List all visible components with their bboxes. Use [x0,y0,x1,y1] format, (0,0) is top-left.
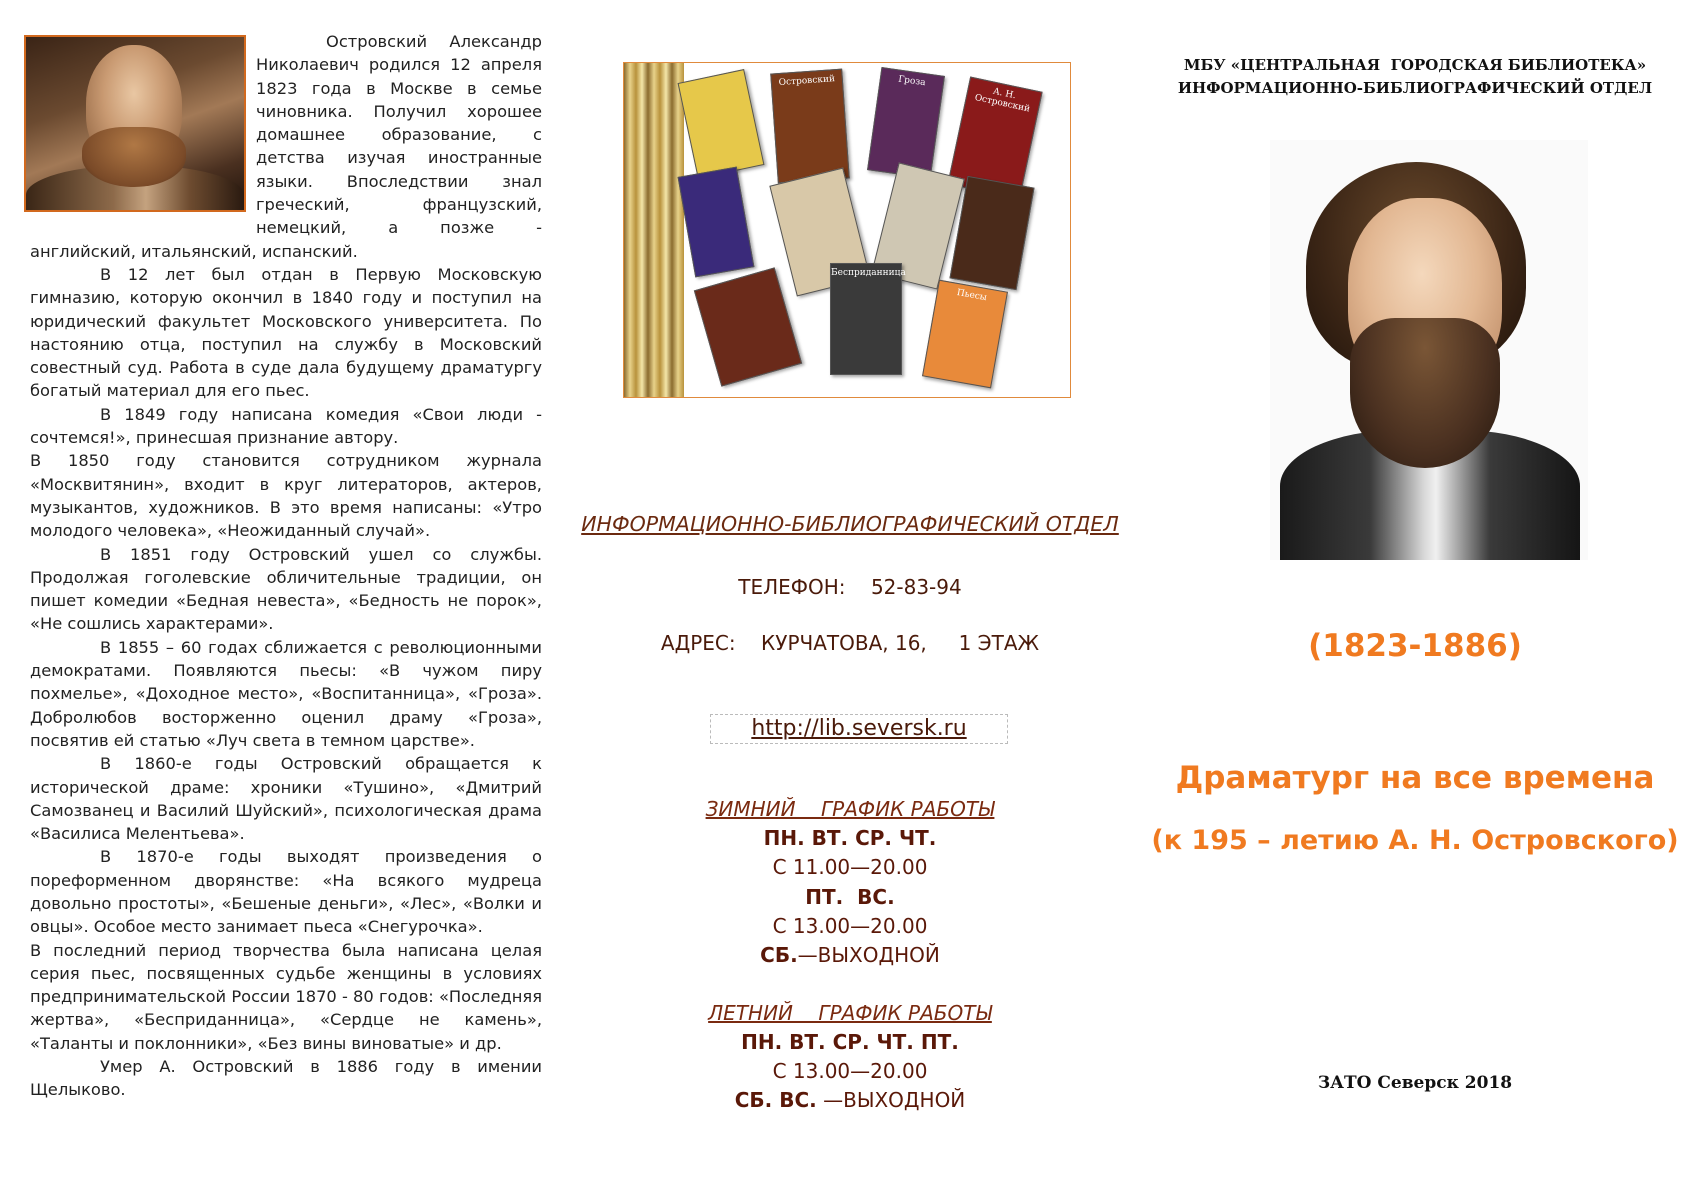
life-years: (1823-1886) [1308,628,1522,664]
biography-column [30,30,542,1102]
summer-day-off-text: —ВЫХОДНОЙ [816,1088,966,1112]
summer-weekdays: ПН. ВТ. СР. ЧТ. ПТ. [741,1030,959,1054]
bio-paragraph: В 12 лет был отдан в Первую Московскую гимназию, которую окончил в 1840 году и поступил на юридический факультет Московского университета. По настоянию отца, поступил на службу в Московский совестный суд. Работа в суде дала будущему драматургу богатый материал для его пьес. [30,264,542,401]
winter-day-off-text: —ВЫХОДНОЙ [797,943,940,967]
organization-name: МБУ «ЦЕНТРАЛЬНАЯ ГОРОДСКАЯ БИБЛИОТЕКА» [1183,56,1647,74]
winter-weekday-hours: С 11.00—20.00 [772,855,928,879]
book-cover [678,167,755,278]
winter-day-off [560,943,1140,967]
winter-schedule-title: ЗИМНИЙ ГРАФИК РАБОТЫ [705,797,995,821]
bio-paragraph: В 1870-е годы выходят произведения о пореформенном дворянстве: «На всякого мудреца довольно простоты», «Бешеные деньги», «Лес», «Волки и овцы». Особое место занимает пьеса «Снегурочка». [30,847,542,937]
ostrovsky-portrait-small [24,35,246,212]
book-cover: Островский [770,69,849,184]
footer-place-year: ЗАТО Северск 2018 [1317,1073,1513,1093]
brochure-title: Драматург на все времена [1175,760,1655,796]
book-cover [694,267,802,386]
bio-paragraph: В последний период творчества была написана целая серия пьес, посвященных судьбе женщины в условиях предпринимательской России 1870 - 80 годов: «Последняя жертва», «Бесприданница», «Сердце не камень», «Таланты и поклонники», «Без вины виноватые» и др. [30,940,542,1053]
phone-line: ТЕЛЕФОН: 52-83-94 [738,575,962,599]
curtain-decoration [624,63,684,397]
winter-weekdays: ПН. ВТ. СР. ЧТ. [763,826,937,850]
department-title: ИНФОРМАЦИОННО-БИБЛИОГРАФИЧЕСКИЙ ОТДЕЛ [581,512,1119,536]
bio-paragraph: Умер А. Островский в 1886 году в имении Щелыково. [30,1057,542,1100]
brochure-subtitle: (к 195 – летию А. Н. Островского) [1151,825,1679,856]
book-cover [678,69,765,179]
bio-paragraph: В 1860-е годы Островский обращается к исторической драме: хроники «Тушино», «Дмитрий Самозванец и Василий Шуйский», психологическая драма «Василиса Мелентьева». [30,754,542,844]
bio-paragraph: Островский Александр Николаевич родился 12 апреля 1823 года в Москве в семье чиновника. Получил хорошее домашнее образование, с детства изучая иностранные языки. Впоследствии знал греческий, французский, немецкий, а позже - английский, итальянский, испанский. [30,32,542,261]
book-cover: Гроза [867,67,945,179]
summer-schedule-title: ЛЕТНИЙ ГРАФИК РАБОТЫ [708,1001,992,1025]
winter-friday-sunday: ПТ. ВС. [805,885,895,909]
winter-day-off-label: СБ. [760,943,798,967]
summer-day-off-label: СБ. ВС. [734,1088,817,1112]
books-collage [623,62,1071,398]
summer-day-off [560,1088,1140,1112]
book-cover: Бесприданница [830,263,902,375]
bio-paragraph: В 1855 – 60 годах сближается с революционными демократами. Появляются пьесы: «В чужом пиру похмелье», «Доходное место», «Воспитанница», «Гроза». Добролюбов восторженно оценил драму «Гроза», посвятив ей статью «Луч света в темном царстве». [30,637,542,750]
ostrovsky-portrait-large [1270,140,1588,560]
bio-paragraph: В 1850 году становится сотрудником журнала «Москвитянин», входит в круг литераторов, актеров, музыкантов, художников. В это время написаны: «Утро молодого человека», «Неожиданный случай». [30,451,542,541]
book-cover: Пьесы [922,280,1008,389]
address-line: АДРЕС: КУРЧАТОВА, 16, 1 ЭТАЖ [660,631,1040,655]
bio-paragraph: В 1849 году написана комедия «Свои люди - сочтемся!», принесшая признание автору. [30,404,542,448]
website-link[interactable]: http://lib.seversk.ru [710,714,1008,744]
bio-paragraph: В 1851 году Островский ушел со службы. Продолжая гоголевские обличительные традиции, он пишет комедии «Бедная невеста», «Бедность не порок», «Не сошлись характерами». [30,544,542,634]
summer-hours: С 13.00—20.00 [772,1059,928,1083]
department-name: ИНФОРМАЦИОННО-БИБЛИОГРАФИЧЕСКИЙ ОТДЕЛ [1177,79,1653,97]
winter-friday-sunday-hours: С 13.00—20.00 [772,914,928,938]
book-cover: А. Н. Островский [947,77,1042,200]
book-cover [949,176,1034,290]
